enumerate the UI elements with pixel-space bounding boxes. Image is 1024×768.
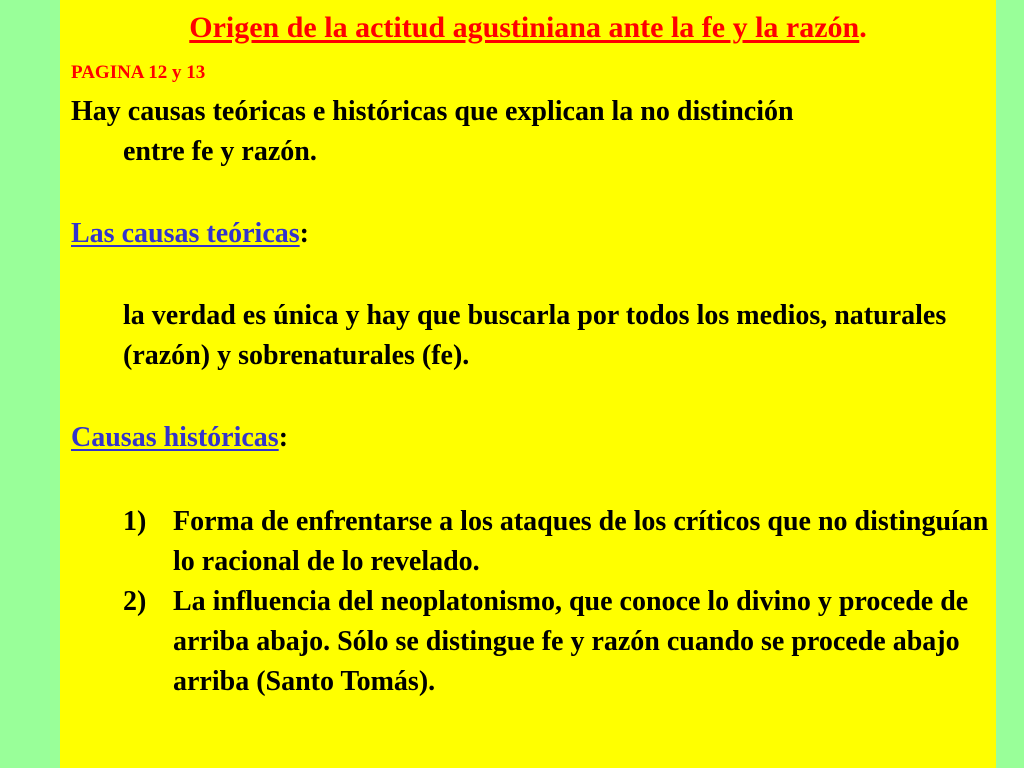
- historical-causes-heading: [71, 420, 288, 456]
- slide-title-text: Origen de la actitud agustiniana ante la fe y la razón: [189, 11, 860, 44]
- list-item-text: Forma de enfrentarse a los ataques de los críticos que no distinguían lo racional de lo revelado.: [173, 506, 989, 577]
- slide: [60, 0, 996, 768]
- historical-causes-list: [123, 502, 993, 702]
- intro-line-1: Hay causas teóricas e históricas que explican la no distinción: [71, 96, 794, 127]
- theoretical-causes-link[interactable]: Las causas teóricas: [71, 218, 300, 249]
- intro-line-2: entre fe y razón.: [123, 136, 317, 167]
- list-item-number: 2): [123, 586, 147, 617]
- list-item: [123, 502, 993, 582]
- list-item-number: 1): [123, 506, 147, 537]
- slide-title: [60, 10, 996, 46]
- intro-paragraph: [71, 92, 991, 172]
- theoretical-colon: :: [299, 218, 309, 249]
- historical-colon: :: [278, 422, 289, 453]
- list-item-text: La influencia del neoplatonismo, que conoce lo divino y procede de arriba abajo. Sólo se distingue fe y razón cuando se procede abajo arriba (Santo Tomás).: [173, 586, 969, 697]
- historical-causes-link[interactable]: Causas históricas: [71, 422, 279, 453]
- list-item: [123, 582, 993, 702]
- theoretical-causes-heading: [71, 216, 309, 252]
- slide-title-period: .: [859, 11, 867, 44]
- theoretical-causes-text: la verdad es única y hay que buscarla por todos los medios, naturales (razón) y sobrenaturales (fe).: [123, 300, 947, 371]
- page-reference: PAGINA 12 y 13: [71, 62, 206, 83]
